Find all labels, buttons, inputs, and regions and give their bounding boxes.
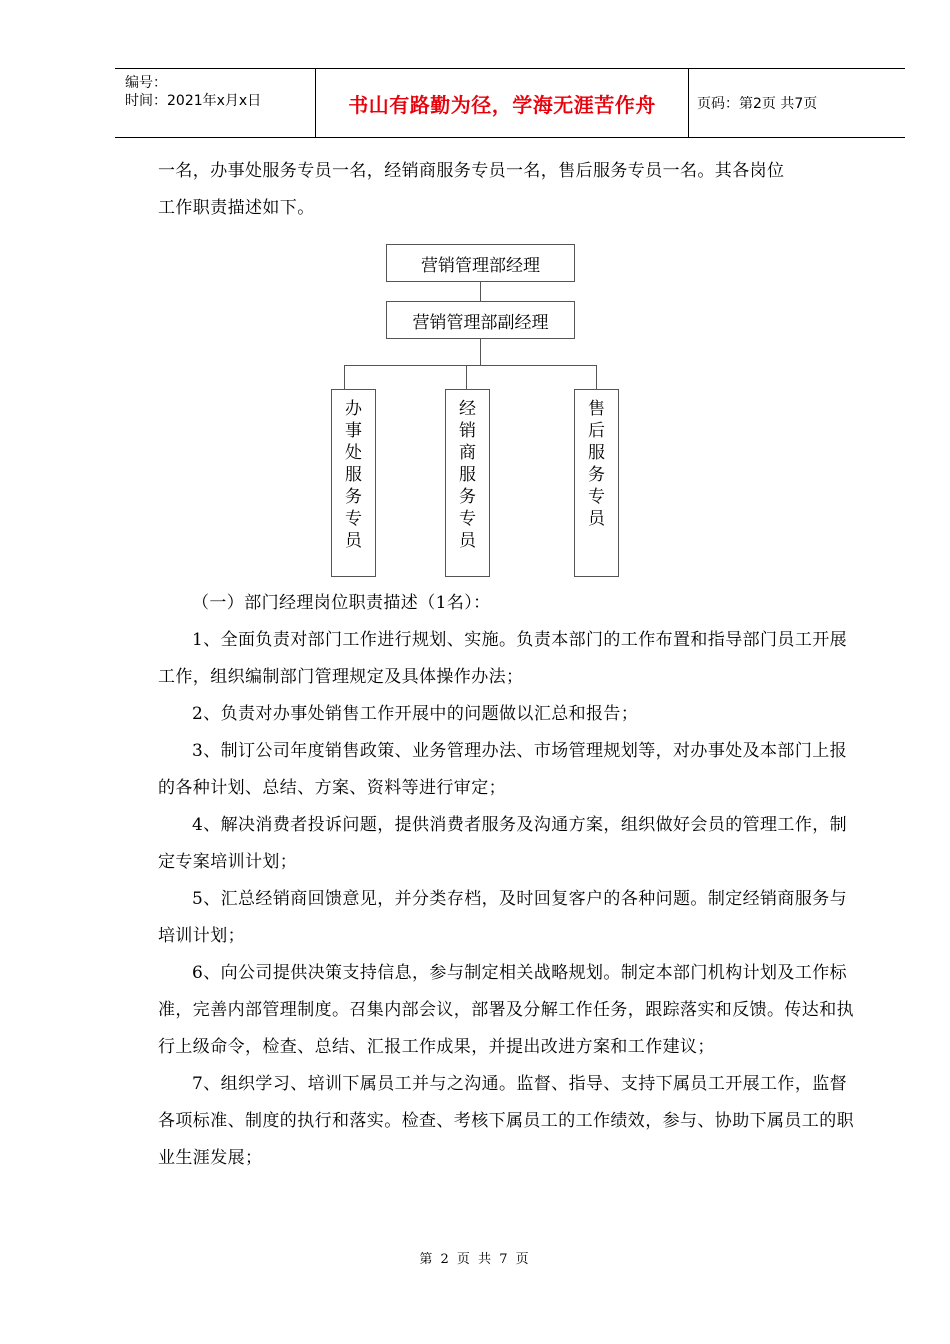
org-connector [344, 365, 596, 366]
motto: 书山有路勤为径，学海无涯苦作舟 [348, 92, 656, 117]
org-label-dealer-service: 经销商服务专员 [459, 399, 476, 551]
duty-item: 7、组织学习、培训下属员工并与之沟通。监督、指导、支持下属员工开展工作，监督各项标准、制度的执行和落实。检查、考核下属员工的工作绩效，参与、协助下属员工的职业生涯发展； [158, 1074, 854, 1168]
page-info: 页码：第2页 共7页 [697, 96, 818, 112]
org-box-deputy [386, 301, 575, 339]
section-heading: （一）部门经理岗位职责描述（1名）： [192, 593, 491, 613]
org-box-aftersales-service [574, 389, 619, 577]
org-connector [596, 365, 597, 389]
org-box-manager [386, 244, 575, 282]
org-label-office-service: 办事处服务专员 [345, 399, 362, 551]
duty-item: 1、全面负责对部门工作进行规划、实施。负责本部门的工作布置和指导部门员工开展工作，组织编制部门管理规定及具体操作办法； [158, 630, 848, 687]
page-footer: 第 2 页 共 7 页 [419, 1252, 531, 1267]
intro-line-2: 工作职责描述如下。 [158, 198, 315, 218]
header-meta [115, 69, 316, 137]
document-header [115, 68, 905, 138]
org-box-dealer-service [445, 389, 490, 577]
duty-item: 6、向公司提供决策支持信息，参与制定相关战略规划。制定本部门机构计划及工作标准，完善内部管理制度。召集内部会议，部署及分解工作任务，跟踪落实和反馈。传达和执行上级命令，检查、总结、汇报工作成果，并提出改进方案和工作建议； [158, 963, 854, 1057]
org-label-deputy: 营销管理部副经理 [412, 312, 549, 333]
time-label: 时间：2021年x月x日 [125, 93, 262, 109]
duty-item: 4、解决消费者投诉问题，提供消费者服务及沟通方案，组织做好会员的管理工作，制定专案培训计划； [158, 815, 848, 872]
header-page-cell [689, 69, 905, 137]
org-label-manager: 营销管理部经理 [421, 255, 540, 276]
duty-item: 3、制订公司年度销售政策、业务管理办法、市场管理规划等，对办事处及本部门上报的各种计划、总结、方案、资料等进行审定； [158, 741, 848, 798]
org-connector [466, 365, 467, 389]
org-box-office-service [331, 389, 376, 577]
org-connector [480, 338, 481, 365]
intro-line-1: 一名，办事处服务专员一名，经销商服务专员一名，售后服务专员一名。其各岗位 [158, 161, 785, 181]
org-connector [480, 281, 481, 301]
duties-section [158, 585, 862, 1177]
duty-item: 2、负责对办事处销售工作开展中的问题做以汇总和报告； [192, 704, 639, 724]
duty-item: 5、汇总经销商回馈意见，并分类存档，及时回复客户的各种问题。制定经销商服务与培训计划； [158, 889, 848, 946]
number-label: 编号： [125, 75, 167, 91]
header-motto-cell [316, 69, 689, 137]
org-label-aftersales-service: 售后服务专员 [588, 399, 605, 529]
org-connector [344, 365, 345, 389]
intro-paragraph [158, 153, 862, 227]
